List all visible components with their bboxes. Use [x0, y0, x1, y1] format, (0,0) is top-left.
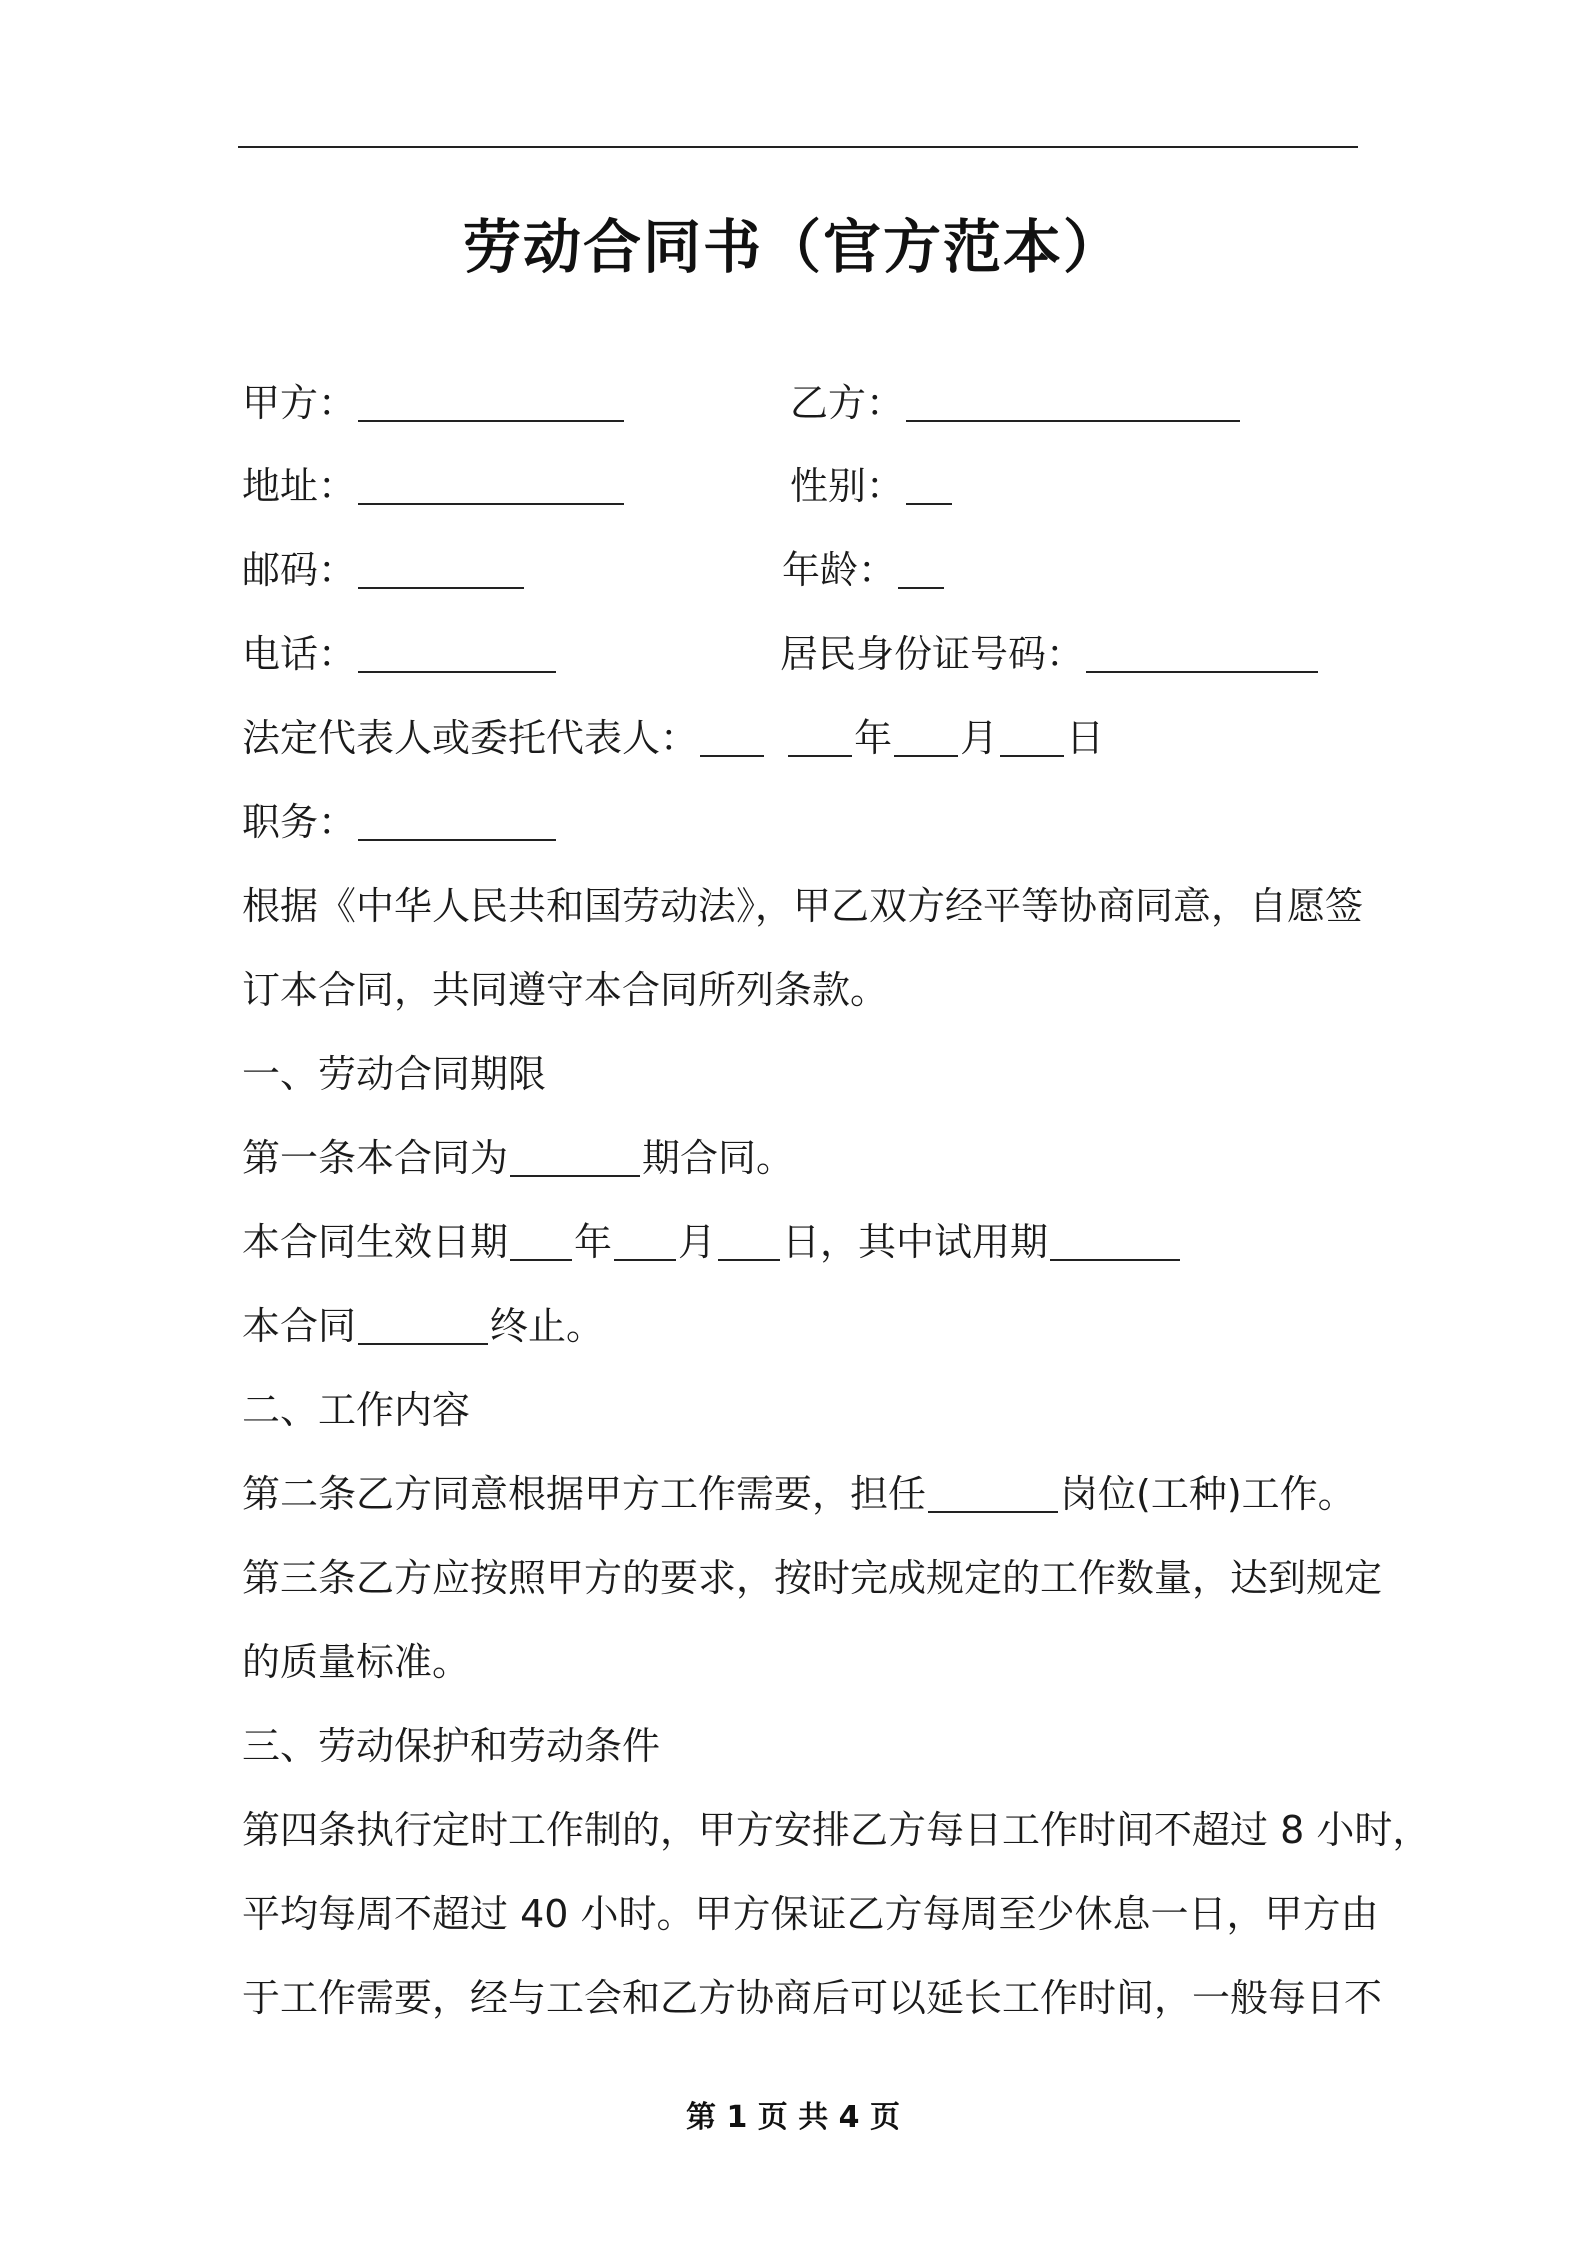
article3-line-1: 第三条乙方应按照甲方的要求，按时完成规定的工作数量，达到规定: [242, 1556, 1383, 1600]
article1-post: 期合同。: [642, 1136, 795, 1180]
phone-row: [242, 627, 558, 681]
position-row: [242, 795, 558, 849]
effective-month-char: 月: [678, 1220, 717, 1264]
gender-blank[interactable]: [906, 465, 952, 505]
id-number-row: [780, 627, 1320, 681]
address-label: 地址：: [242, 464, 357, 508]
party-a-row: [242, 376, 626, 430]
article4-line-2: 平均每周不超过 40 小时。甲方保证乙方每周至少休息一日，甲方由: [242, 1892, 1379, 1936]
rep-day-char: 日: [1066, 716, 1105, 760]
rep-day-blank[interactable]: [1000, 717, 1064, 757]
end-pre: 本合同: [242, 1304, 357, 1348]
rep-year-blank[interactable]: [788, 717, 852, 757]
intro-line-2: 订本合同，共同遵守本合同所列条款。: [242, 968, 889, 1012]
gender-label: 性别：: [790, 464, 905, 508]
postcode-label: 邮码：: [242, 548, 357, 592]
postcode-blank[interactable]: [358, 549, 524, 589]
phone-label: 电话：: [242, 632, 357, 676]
party-b-row: [790, 376, 1242, 430]
article2-pre: 第二条乙方同意根据甲方工作需要，担任: [242, 1472, 927, 1516]
article2-post: 岗位(工种)工作。: [1060, 1472, 1356, 1516]
party-b-label: 乙方：: [790, 381, 905, 425]
effective-year-char: 年: [574, 1220, 613, 1264]
contract-term-blank[interactable]: [510, 1137, 640, 1177]
effective-date-row: [242, 1215, 1182, 1269]
phone-blank[interactable]: [358, 633, 556, 673]
intro-line-1: 根据《中华人民共和国劳动法》，甲乙双方经平等协商同意，自愿签: [242, 884, 1364, 928]
rep-year-char: 年: [854, 716, 893, 760]
effective-day-blank[interactable]: [718, 1221, 780, 1261]
header-rule: [238, 146, 1358, 148]
representative-label: 法定代表人或委托代表人：: [242, 716, 699, 760]
id-number-label: 居民身份证号码：: [780, 632, 1085, 676]
address-blank[interactable]: [358, 465, 624, 505]
end-post: 终止。: [490, 1304, 605, 1348]
article4-line-3: 于工作需要，经与工会和乙方协商后可以延长工作时间，一般每日不: [242, 1976, 1383, 2020]
article1-pre: 第一条本合同为: [242, 1136, 509, 1180]
section2-heading: 二、工作内容: [242, 1388, 471, 1432]
article1-row: [242, 1131, 794, 1185]
article4-line-1: 第四条执行定时工作制的，甲方安排乙方每日工作时间不超过 8 小时，: [242, 1808, 1431, 1852]
gender-row: [790, 459, 954, 513]
party-b-blank[interactable]: [906, 382, 1240, 422]
effective-pre: 本合同生效日期: [242, 1220, 509, 1264]
article3-line-2: 的质量标准。: [242, 1640, 471, 1684]
section1-heading: 一、劳动合同期限: [242, 1052, 547, 1096]
probation-text: 日，其中试用期: [782, 1220, 1049, 1264]
end-date-blank[interactable]: [358, 1305, 488, 1345]
job-post-blank[interactable]: [928, 1473, 1058, 1513]
representative-row: [242, 711, 1104, 765]
termination-row: [242, 1299, 604, 1353]
representative-blank[interactable]: [700, 717, 764, 757]
age-label: 年龄：: [782, 548, 897, 592]
position-blank[interactable]: [358, 801, 556, 841]
age-row: [782, 543, 946, 597]
postcode-row: [242, 543, 526, 597]
party-a-label: 甲方：: [242, 381, 357, 425]
effective-month-blank[interactable]: [614, 1221, 676, 1261]
rep-month-char: 月: [960, 716, 999, 760]
address-row: [242, 459, 626, 513]
effective-year-blank[interactable]: [510, 1221, 572, 1261]
position-label: 职务：: [242, 800, 357, 844]
id-number-blank[interactable]: [1086, 633, 1318, 673]
document-title: 劳动合同书（官方范本）: [462, 213, 1123, 281]
article2-row: [242, 1467, 1356, 1521]
rep-month-blank[interactable]: [894, 717, 958, 757]
party-a-blank[interactable]: [358, 382, 624, 422]
probation-blank[interactable]: [1050, 1221, 1180, 1261]
age-blank[interactable]: [898, 549, 944, 589]
page-number: 第 1 页 共 4 页: [686, 2100, 900, 2135]
section3-heading: 三、劳动保护和劳动条件: [242, 1724, 661, 1768]
